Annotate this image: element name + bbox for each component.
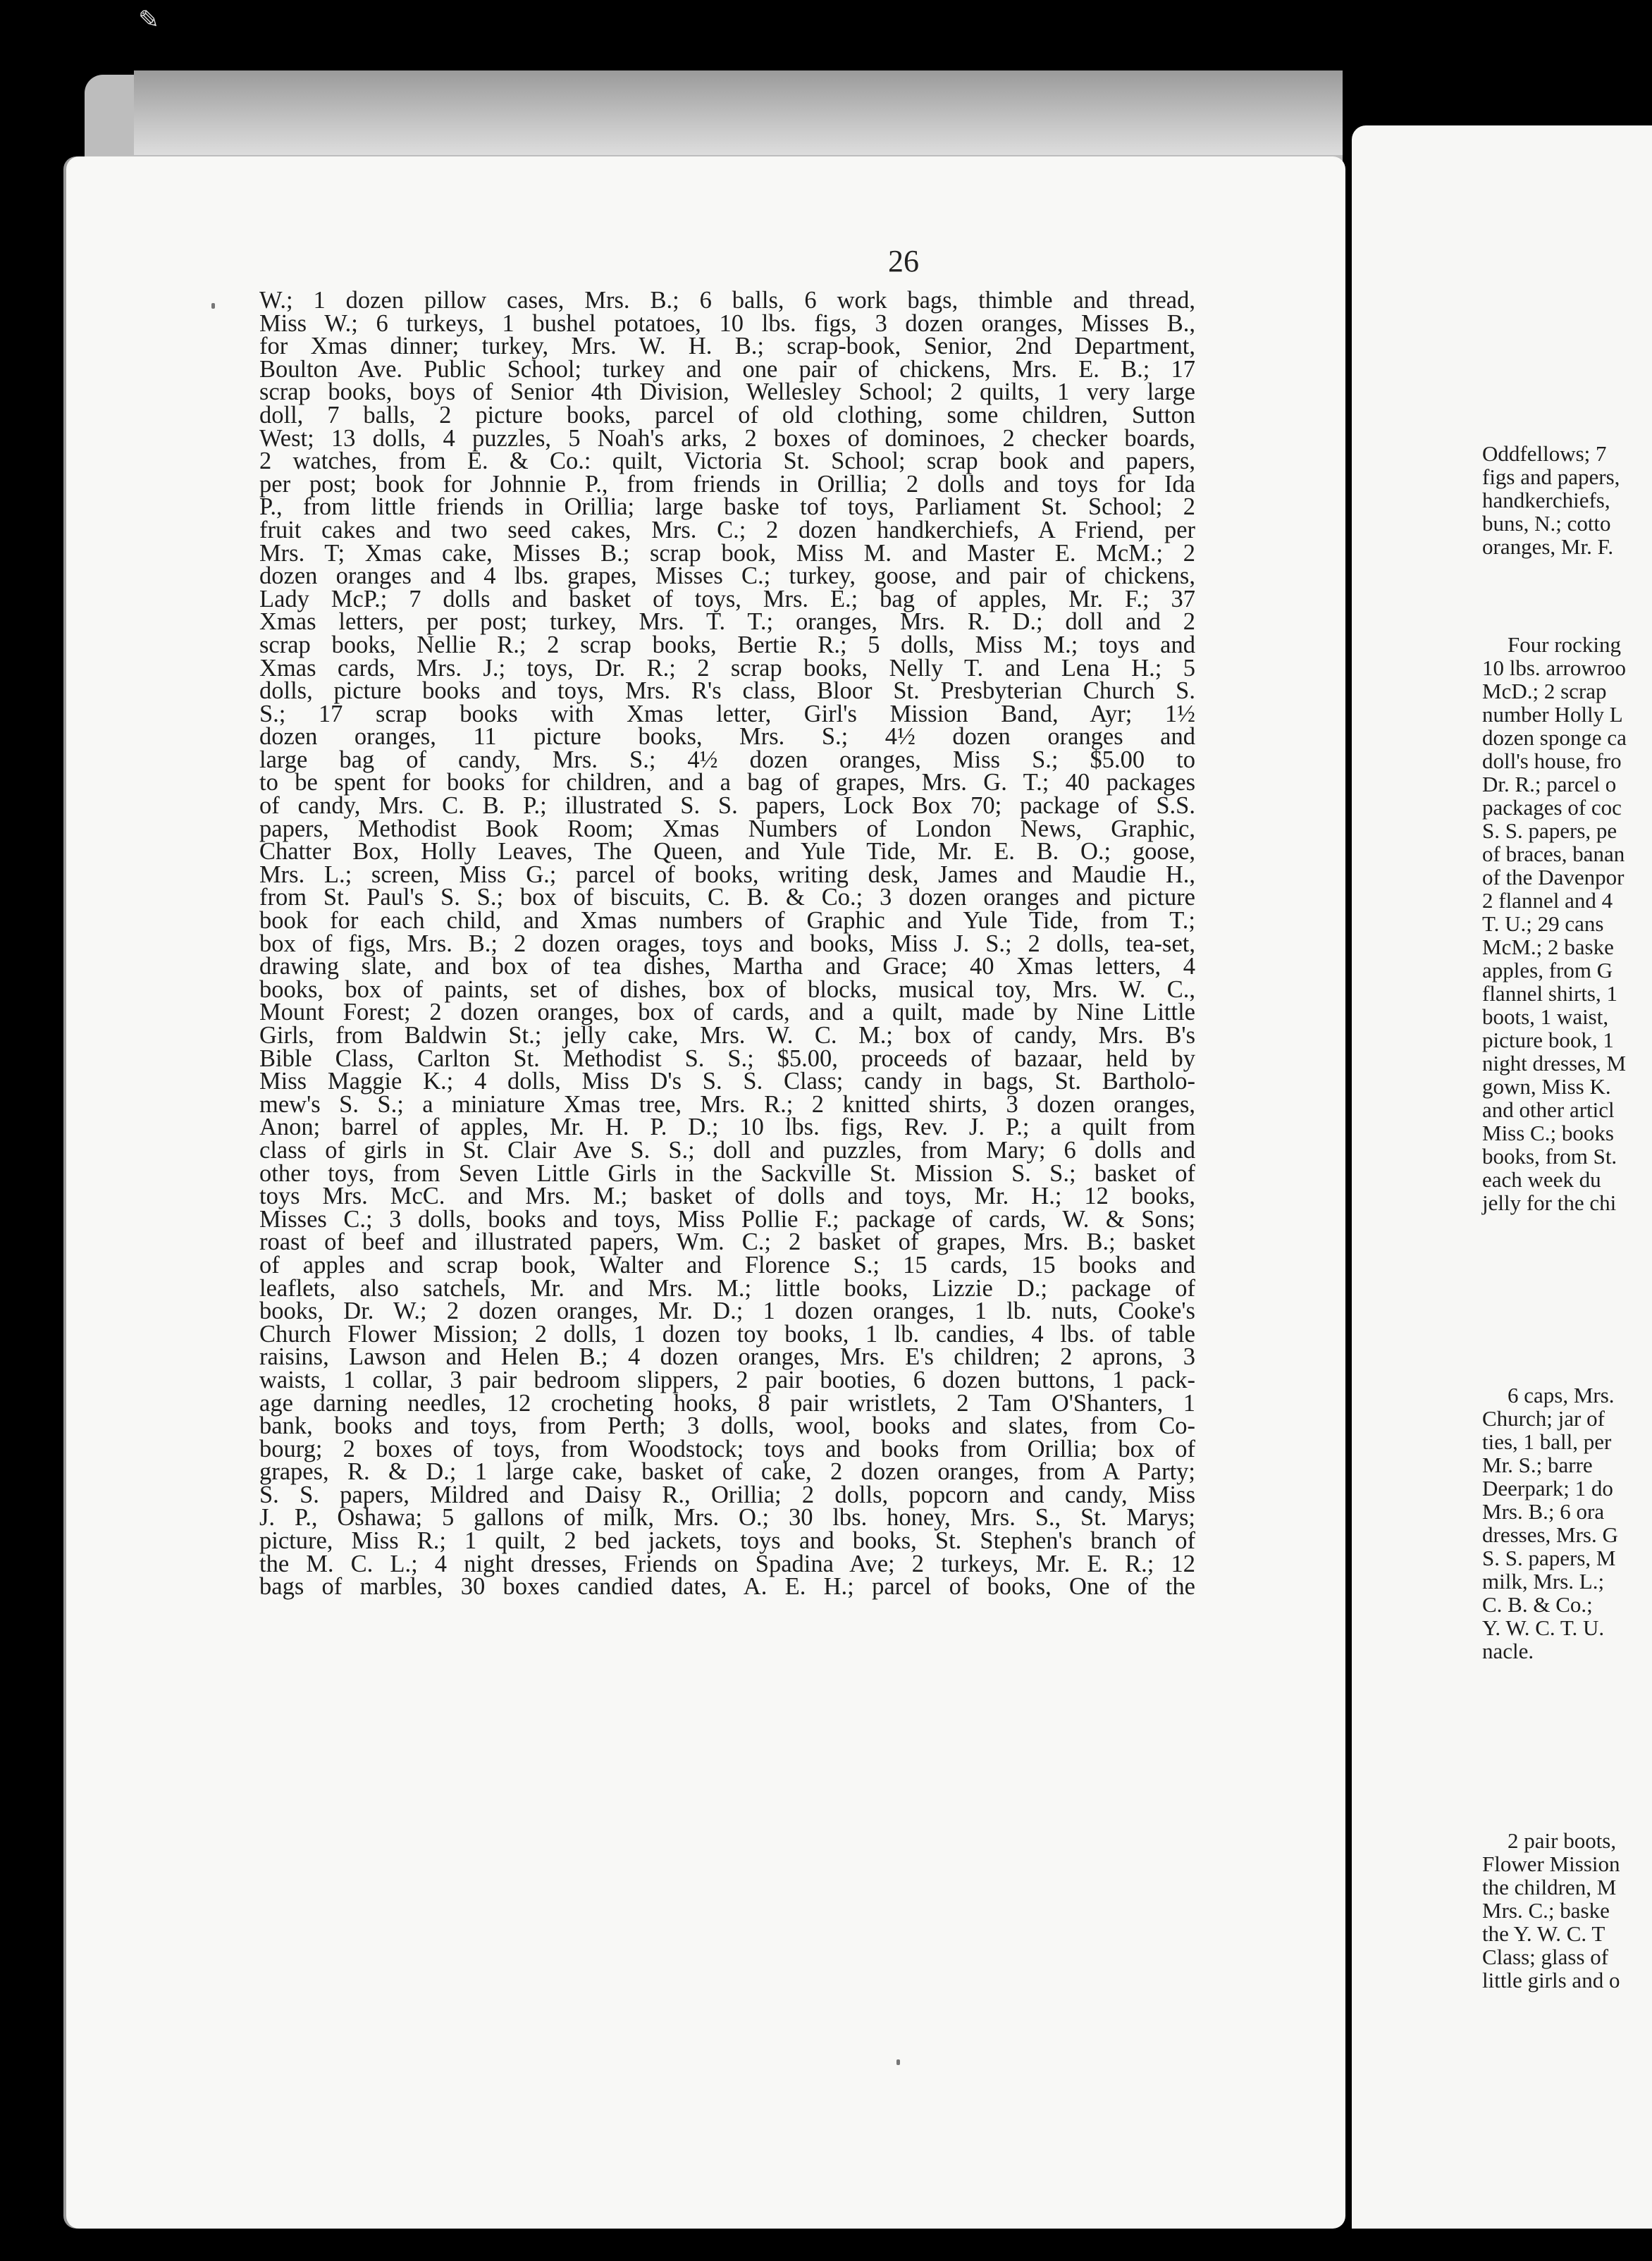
right-block-2	[1482, 633, 1652, 1214]
corner-mark: ✎	[138, 6, 160, 35]
text-line: bourg; 2 boxes of toys, from Woodstock; toys and books from Orillia; box of	[259, 1435, 1195, 1462]
text-line: Deerpark; 1 do	[1482, 1476, 1613, 1501]
text-line: nacle.	[1482, 1639, 1534, 1663]
text-line: Miss C.; books	[1482, 1121, 1614, 1145]
text-line: bank, books and toys, from Perth; 3 dolls, wool, books and slates, from Co-	[259, 1412, 1195, 1440]
text-line: dozen oranges, 11 picture books, Mrs. S.; 4½ dozen oranges and	[259, 723, 1195, 751]
text-line: Anon; barrel of apples, Mr. H. P. D.; 10 lbs. figs, Rev. J. P.; a quilt from	[259, 1114, 1195, 1141]
text-line: Boulton Ave. Public School; turkey and one pair of chickens, Mrs. E. B.; 17	[259, 355, 1195, 383]
text-line: 10 lbs. arrowroo	[1482, 655, 1627, 680]
text-line: bags of marbles, 30 boxes candied dates, A. E. H.; parcel of books, One of the	[259, 1573, 1195, 1601]
text-line: per post; book for Johnnie P., from friends in Orillia; 2 dolls and toys for Ida	[259, 470, 1195, 498]
right-page	[1352, 125, 1652, 2229]
text-line: of braces, banan	[1482, 842, 1625, 866]
text-line: apples, from G	[1482, 958, 1613, 982]
text-line: W.; 1 dozen pillow cases, Mrs. B.; 6 balls, 6 work bags, thimble and thread,	[259, 287, 1195, 314]
text-line: dozen sponge ca	[1482, 725, 1627, 750]
text-line: drawing slate, and box of tea dishes, Martha and Grace; 40 Xmas letters, 4	[259, 953, 1195, 980]
text-line: flannel shirts, 1	[1482, 981, 1617, 1006]
text-line: number Holly L	[1482, 702, 1623, 727]
text-line: of the Davenpor	[1482, 865, 1625, 889]
text-line: books, from St.	[1482, 1144, 1617, 1169]
text-line: C. B. & Co.;	[1482, 1592, 1593, 1617]
text-line: jelly for the chi	[1482, 1190, 1617, 1215]
text-line: 2 flannel and 4	[1482, 888, 1613, 913]
text-line: Chatter Box, Holly Leaves, The Queen, and Yule Tide, Mr. E. B. O.; goose,	[259, 838, 1195, 865]
text-line: Misses C.; 3 dolls, books and toys, Miss Pollie F.; package of cards, W. & Sons;	[259, 1205, 1195, 1233]
text-line: Mrs. T; Xmas cake, Misses B.; scrap book, Miss M. and Master E. McM.; 2	[259, 539, 1195, 567]
text-line: the Y. W. C. T	[1482, 1921, 1605, 1946]
text-line: handkerchiefs,	[1482, 488, 1610, 512]
text-line: night dresses, M	[1482, 1051, 1627, 1076]
text-line: book for each child, and Xmas numbers of Graphic and Yule Tide, from T.;	[259, 907, 1195, 935]
text-line: roast of beef and illustrated papers, Wm. C.; 2 basket of grapes, Mrs. B.; basket	[259, 1228, 1195, 1256]
text-line: doll, 7 balls, 2 picture books, parcel of old clothing, some children, Sutton	[259, 401, 1195, 429]
text-line: S.; 17 scrap books with Xmas letter, Girl's Mission Band, Ayr; 1½	[259, 700, 1195, 727]
text-line: Xmas cards, Mrs. J.; toys, Dr. R.; 2 scrap books, Nelly T. and Lena H.; 5	[259, 654, 1195, 682]
text-line: West; 13 dolls, 4 puzzles, 5 Noah's arks, 2 boxes of dominoes, 2 checker boards,	[259, 424, 1195, 452]
text-line: Dr. R.; parcel o	[1482, 772, 1617, 796]
text-line: scrap books, Nellie R.; 2 scrap books, Bertie R.; 5 dolls, Miss M.; toys and	[259, 631, 1195, 658]
text-line: of apples and scrap book, Walter and Florence S.; 15 cards, 15 books and	[259, 1251, 1195, 1279]
text-line: Mrs. B.; 6 ora	[1482, 1499, 1605, 1524]
text-line: boots, 1 waist,	[1482, 1004, 1609, 1029]
text-line: 2 pair boots,	[1508, 1828, 1617, 1853]
text-line: Church Flower Mission; 2 dolls, 1 dozen toy books, 1 lb. candies, 4 lbs. of table	[259, 1320, 1195, 1348]
left-page-text	[259, 287, 1195, 1601]
text-line: Church; jar of	[1482, 1406, 1605, 1431]
text-line: fruit cakes and two seed cakes, Mrs. C.; 2 dozen handkerchiefs, A Friend, per	[259, 516, 1195, 543]
text-line: books, box of paints, set of dishes, box of blocks, musical toy, Mrs. W. C.,	[259, 975, 1195, 1003]
text-line: Y. W. C. T. U.	[1482, 1615, 1605, 1640]
text-line: dolls, picture books and toys, Mrs. R's class, Bloor St. Presbyterian Church S.	[259, 677, 1195, 705]
text-line: Oddfellows; 7	[1482, 441, 1607, 466]
text-line: Mr. S.; barre	[1482, 1453, 1593, 1477]
text-line: S. S. papers, Mildred and Daisy R., Orillia; 2 dolls, popcorn and candy, Miss	[259, 1481, 1195, 1508]
text-line: Mount Forest; 2 dozen oranges, box of cards, and a quilt, made by Nine Little	[259, 999, 1195, 1026]
text-line: large bag of candy, Mrs. S.; 4½ dozen oranges, Miss S.; $5.00 to	[259, 746, 1195, 773]
text-line: oranges, Mr. F.	[1482, 534, 1614, 559]
text-line: picture, Miss R.; 1 quilt, 2 bed jackets, toys and books, St. Stephen's branch of	[259, 1527, 1195, 1555]
text-line: S. S. papers, pe	[1482, 818, 1617, 843]
text-line: waists, 1 collar, 3 pair bedroom slippers, 2 pair booties, 6 dozen buttons, 1 pack-	[259, 1366, 1195, 1393]
text-line: other toys, from Seven Little Girls in the Sackville St. Mission S. S.; basket of	[259, 1159, 1195, 1187]
text-line: McD.; 2 scrap	[1482, 679, 1607, 703]
text-line: books, Dr. W.; 2 dozen oranges, Mr. D.; 1 dozen oranges, 1 lb. nuts, Cooke's	[259, 1298, 1195, 1325]
text-line: P., from little friends in Orillia; large baske tof toys, Parliament St. School; 2	[259, 493, 1195, 521]
text-line: age darning needles, 12 crocheting hooks, 8 pair wristlets, 2 Tam O'Shanters, 1	[259, 1389, 1195, 1417]
text-line: from St. Paul's S. S.; box of biscuits, C. B. & Co.; 3 dozen oranges and picture	[259, 884, 1195, 911]
right-block-4	[1482, 1829, 1652, 1992]
text-line: leaflets, also satchels, Mr. and Mrs. M.; little books, Lizzie D.; package of	[259, 1274, 1195, 1302]
page-number: 26	[888, 244, 919, 278]
text-line: Bible Class, Carlton St. Methodist S. S.; $5.00, proceeds of bazaar, held by	[259, 1045, 1195, 1072]
text-line: toys Mrs. McC. and Mrs. M.; basket of dolls and toys, Mr. H.; 12 books,	[259, 1183, 1195, 1210]
right-block-1	[1482, 442, 1652, 558]
text-line: Mrs. C.; baske	[1482, 1898, 1610, 1923]
text-line: dozen oranges and 4 lbs. grapes, Misses C.; turkey, goose, and pair of chickens,	[259, 562, 1195, 590]
text-line: class of girls in St. Clair Ave S. S.; doll and puzzles, from Mary; 6 dolls and	[259, 1136, 1195, 1164]
text-line: gown, Miss K.	[1482, 1074, 1611, 1099]
text-line: doll's house, fro	[1482, 748, 1622, 773]
text-line: milk, Mrs. L.;	[1482, 1569, 1605, 1594]
text-line: Miss Maggie K.; 4 dolls, Miss D's S. S. Class; candy in bags, St. Bartholo-	[259, 1068, 1195, 1095]
text-line: the children, M	[1482, 1875, 1617, 1899]
text-line: Girls, from Baldwin St.; jelly cake, Mrs. W. C. M.; box of candy, Mrs. B's	[259, 1022, 1195, 1049]
text-line: Xmas letters, per post; turkey, Mrs. T. T.; oranges, Mrs. R. D.; doll and 2	[259, 608, 1195, 636]
text-line: and other articl	[1482, 1097, 1615, 1122]
text-line: to be spent for books for children, and a bag of grapes, Mrs. G. T.; 40 packages	[259, 769, 1195, 796]
text-line: papers, Methodist Book Room; Xmas Numbers of London News, Graphic,	[259, 815, 1195, 842]
text-line: the M. C. L.; 4 night dresses, Friends on Spadina Ave; 2 turkeys, Mr. E. R.; 12	[259, 1550, 1195, 1577]
text-line: scrap books, boys of Senior 4th Division, Wellesley School; 2 quilts, 1 very large	[259, 378, 1195, 406]
text-line: S. S. papers, M	[1482, 1546, 1616, 1570]
speck	[896, 2059, 900, 2065]
text-line: box of figs, Mrs. B.; 2 dozen orages, toys and books, Miss J. S.; 2 dolls, tea-set,	[259, 930, 1195, 957]
text-line: grapes, R. & D.; 1 large cake, basket of cake, 2 dozen oranges, from A Party;	[259, 1458, 1195, 1486]
text-line: each week du	[1482, 1167, 1601, 1192]
text-line: Flower Mission	[1482, 1852, 1620, 1876]
text-line: T. U.; 29 cans	[1482, 911, 1604, 936]
text-line: dresses, Mrs. G	[1482, 1522, 1618, 1547]
right-block-3	[1482, 1384, 1652, 1663]
text-line: 6 caps, Mrs.	[1508, 1383, 1615, 1407]
text-line: J. P., Oshawa; 5 gallons of milk, Mrs. O.; 30 lbs. honey, Mrs. S., St. Marys;	[259, 1504, 1195, 1532]
text-line: for Xmas dinner; turkey, Mrs. W. H. B.; scrap-book, Senior, 2nd Department,	[259, 333, 1195, 360]
text-line: raisins, Lawson and Helen B.; 4 dozen oranges, Mrs. E's children; 2 aprons, 3	[259, 1343, 1195, 1371]
text-line: picture book, 1	[1482, 1028, 1614, 1052]
text-line: buns, N.; cotto	[1482, 511, 1611, 536]
text-line: figs and papers,	[1482, 464, 1620, 489]
text-line: Miss W.; 6 turkeys, 1 bushel potatoes, 10 lbs. figs, 3 dozen oranges, Misses B.,	[259, 309, 1195, 337]
text-line: 2 watches, from E. & Co.: quilt, Victoria St. School; scrap book and papers,	[259, 448, 1195, 475]
text-line: ties, 1 ball, per	[1482, 1429, 1612, 1454]
text-line: Mrs. L.; screen, Miss G.; parcel of books, writing desk, James and Maudie H.,	[259, 861, 1195, 888]
text-line: Lady McP.; 7 dolls and basket of toys, Mrs. E.; bag of apples, Mr. F.; 37	[259, 585, 1195, 612]
text-line: Four rocking	[1508, 632, 1622, 657]
text-line: packages of coc	[1482, 795, 1622, 820]
text-line: Class; glass of	[1482, 1945, 1609, 1969]
speck	[211, 303, 215, 309]
text-line: McM.; 2 baske	[1482, 935, 1614, 959]
text-line: mew's S. S.; a miniature Xmas tree, Mrs. R.; 2 knitted shirts, 3 dozen oranges,	[259, 1090, 1195, 1118]
text-line: little girls and o	[1482, 1968, 1620, 1992]
text-line: of candy, Mrs. C. B. P.; illustrated S. S. papers, Lock Box 70; package of S.S.	[259, 792, 1195, 820]
scan-shadow-strip	[134, 70, 1343, 155]
